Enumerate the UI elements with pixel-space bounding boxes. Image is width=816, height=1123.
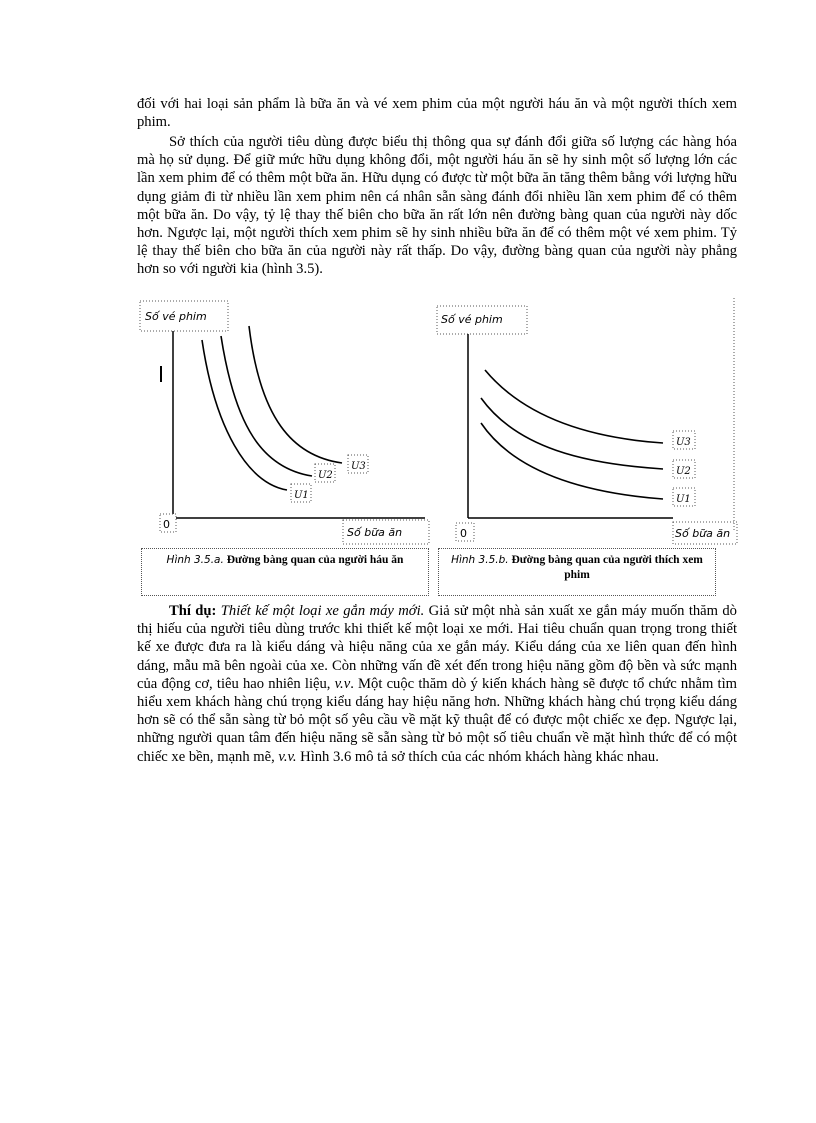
example-text-b: . Một cuộc thăm dò ý kiến khách hàng sẽ được tổ chức nhằm tìm hiểu xem khách hàng chú trọng kiểu dáng hay hiệu năng hơn. Những khách hàng chú trọng kiểu dáng hơn sẽ có thể sẵn sàng từ bỏ một số yêu cầu về mặt kỹ thuật để có được một chiếc xe đẹp. Ngược lại, những người quan tâm đến hiệu năng sẽ sẵn sàng từ bỏ một số tiêu chuẩn về mặt hình thức để có một chiếc xe bền, mạnh mẽ, (137, 675, 737, 765)
figure-left-indifference-curves (137, 298, 437, 548)
paragraph-intro: đối với hai loại sản phẩm là bữa ăn và vé xem phim của một người háu ăn và một người thích xem phim. (137, 96, 737, 131)
example-text-c: Hình 3.6 mô tả sở thích của các nhóm khách hàng khác nhau. (296, 748, 659, 765)
curve-u2 (221, 336, 312, 476)
curve-u3 (485, 370, 663, 443)
y-axis-label: Số vé phim (441, 313, 503, 326)
x-axis-label: Số bữa ăn (347, 526, 403, 539)
curve-u3 (249, 326, 342, 463)
caption-right-title: Đường bàng quan của người thích xem phim (511, 554, 703, 581)
caption-left (141, 548, 429, 596)
example-vv-2: v.v. (278, 748, 297, 765)
figure-right-indifference-curves (435, 298, 745, 548)
label-u1: U1 (676, 494, 691, 505)
origin-label: 0 (460, 527, 467, 540)
label-u1: U1 (294, 490, 309, 501)
paragraph-preference: Sở thích của người tiêu dùng được biểu thị thông qua sự đánh đổi giữa số lượng các hàng hóa mà họ sử dụng. Để giữ mức hữu dụng không đổi, một người háu ăn sẽ hy sinh một số lượng lớn các lần xem phim để có thêm một bữa ăn. Hữu dụng có được từ một bữa ăn tăng thêm bằng với lượng hữu dụng giảm đi từ nhiều lần xem phim nên cá nhân sẵn sàng đánh đổi nhiều lần xem phim để có thêm một bữa ăn. Do vậy, tỷ lệ thay thế biên cho bữa ăn rất lớn nên đường bàng quan của người này dốc hơn. Ngược lại, một người thích xem phim sẽ hy sinh nhiều bữa ăn để có thêm một vé xem phim. Tỷ lệ thay thế biên cho bữa ăn của người này rất thấp. Do vậy, đường bàng quan của người này phẳng hơn so với người kia (hình 3.5). (137, 134, 737, 278)
x-axis-label: Số bữa ăn (675, 527, 731, 540)
label-u3: U3 (676, 437, 691, 448)
label-u2: U2 (318, 470, 333, 481)
caption-left-title: Đường bàng quan của người háu ăn (226, 554, 404, 566)
label-u3: U3 (351, 461, 366, 472)
origin-label: 0 (163, 518, 170, 531)
example-title: Thiết kế một loại xe gắn máy mới. (220, 603, 425, 619)
y-axis-label: Số vé phim (145, 310, 207, 323)
paragraph-example (137, 602, 737, 766)
label-u2: U2 (676, 466, 691, 477)
curve-u2 (481, 398, 663, 469)
example-text-a: Giả sử một nhà sản xuất xe gắn máy muốn thăm dò thị hiếu của người tiêu dùng trước khi thiết kế một loại xe mới. Hai tiêu chuẩn quan trọng trong thiết kế xe được đưa ra là kiểu dáng và hiệu năng của xe gắn máy. Kiểu dáng của xe liên quan đến hình dáng, mẫu mã bên ngoài của xe. Còn những vấn đề xét đến trong hiệu năng gồm độ bền và sức mạnh của động cơ, tiêu hao nhiên liệu, (137, 603, 737, 692)
caption-right-number: Hình 3.5.b. (451, 554, 509, 566)
caption-right (438, 548, 716, 596)
curve-u1 (481, 423, 663, 499)
example-vv-1: v.v (334, 675, 351, 692)
caption-left-number: Hình 3.5.a. (166, 554, 224, 566)
example-lead: Thí dụ: (169, 603, 217, 619)
